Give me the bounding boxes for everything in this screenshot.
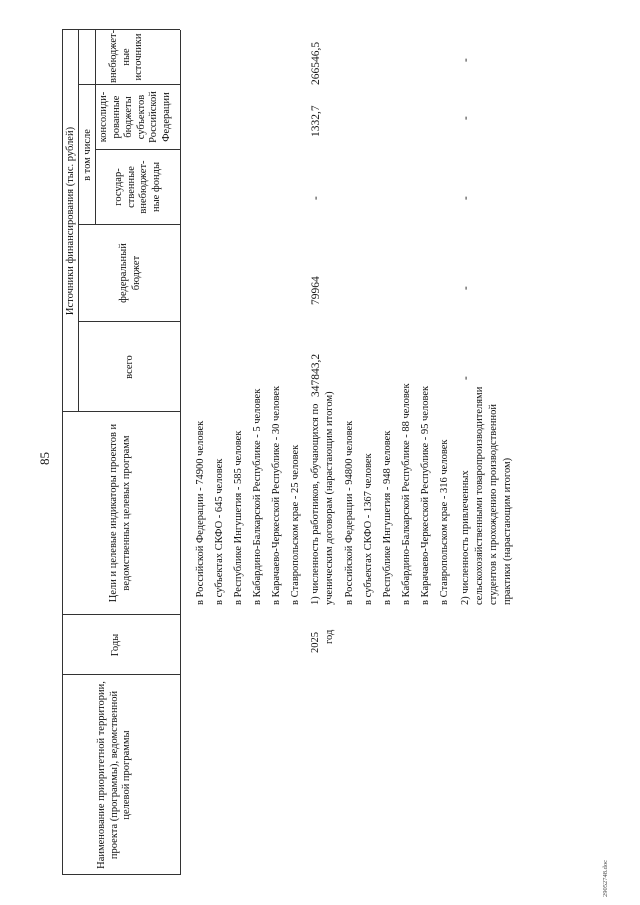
header-goals: Цели и целевые индикаторы проектов и ведомственных целевых программ — [108, 423, 132, 603]
value-total-1: 347843,2 — [310, 353, 322, 397]
header-state-funds: государ-ственные внебюджет-ные фонды — [113, 160, 162, 214]
col-divider-5 — [78, 224, 180, 225]
col-divider-1 — [62, 674, 180, 675]
prev-line-4: в Кабардино-Балкарской Республике - 5 человек — [252, 388, 263, 605]
col-divider-7 — [78, 84, 180, 85]
indicator-1-sub-4: в Кабардино-Балкарской Республике - 88 человек — [401, 383, 412, 605]
header-years: Годы — [110, 633, 121, 657]
value-extra-1: 266546,5 — [310, 41, 322, 85]
value-total-2: - — [460, 376, 472, 380]
year-value: 2025 — [310, 632, 321, 653]
value-federal-2: - — [460, 286, 472, 290]
header-regional: консолиди-рованные бюджеты субъектов Российской Федерации — [98, 91, 172, 143]
including-divider — [95, 30, 96, 225]
funding-header-divider — [78, 30, 79, 412]
header-funding: Источники финансирования (тыс. рублей) — [65, 126, 76, 316]
indicator-1-sub-3: в Республике Ингушетия - 948 человек — [382, 430, 393, 605]
col-divider-3 — [62, 411, 180, 412]
indicator-1-sub-5: в Карачаево-Черкесской Республике - 95 человек — [420, 385, 431, 605]
prev-line-6: в Ставропольском крае - 25 человек — [290, 444, 301, 605]
indicator-1-sub-1: в Российской Федерации - 94800 человек — [344, 420, 355, 605]
col-divider-4 — [78, 321, 180, 322]
header-total: всего — [124, 355, 135, 379]
table-right-border — [62, 29, 180, 30]
header-including: в том числе — [82, 129, 93, 181]
value-state-funds-1: - — [310, 196, 322, 200]
header-bottom-border — [180, 30, 181, 875]
indicator-1-line-2: ученическим договорам (нарастающим итогом) — [324, 391, 335, 605]
value-regional-2: - — [460, 116, 472, 120]
year-suffix: год — [324, 629, 335, 644]
value-state-funds-2: - — [460, 196, 472, 200]
value-regional-1: 1332,7 — [310, 105, 322, 137]
prev-line-5: в Карачаево-Черкесской Республике - 30 человек — [271, 385, 282, 605]
value-extra-2: - — [460, 58, 472, 62]
header-name: Наименование приоритетной территории, проекта (программы), ведомственной целевой программы — [96, 681, 132, 869]
col-divider-2 — [62, 614, 180, 615]
prev-line-1: в Российской Федерации - 74900 человек — [195, 420, 206, 605]
indicator-1-sub-6: в Ставропольском крае - 316 человек — [439, 439, 450, 605]
indicator-1-sub-2: в субъектах СКФО - 1367 человек — [363, 453, 374, 605]
col-divider-6 — [95, 149, 180, 150]
prev-line-2: в субъектах СКФО - 645 человек — [214, 458, 225, 605]
indicator-2-line-3: студентов к прохождению производственной — [488, 404, 499, 605]
value-federal-1: 79964 — [310, 276, 322, 305]
doc-id: 29052748.doc — [602, 859, 609, 897]
page-number: 85 — [37, 452, 52, 465]
header-extrabudget: внебюджет-ные источники — [108, 29, 144, 83]
header-federal: федеральный бюджет — [118, 243, 142, 303]
indicator-2-line-2: сельскохозяйственными товаропроизводителями — [474, 386, 485, 605]
table-left-border — [62, 874, 180, 875]
indicator-2-line-4: практики (нарастающим итогом) — [502, 457, 513, 605]
indicator-2-line-1: 2) численность привлеченных — [460, 470, 471, 605]
indicator-1-line-1: 1) численность работников, обучающихся по — [310, 403, 321, 605]
table-top-border — [62, 30, 63, 875]
prev-line-3: в Республике Ингушетия - 585 человек — [233, 430, 244, 605]
